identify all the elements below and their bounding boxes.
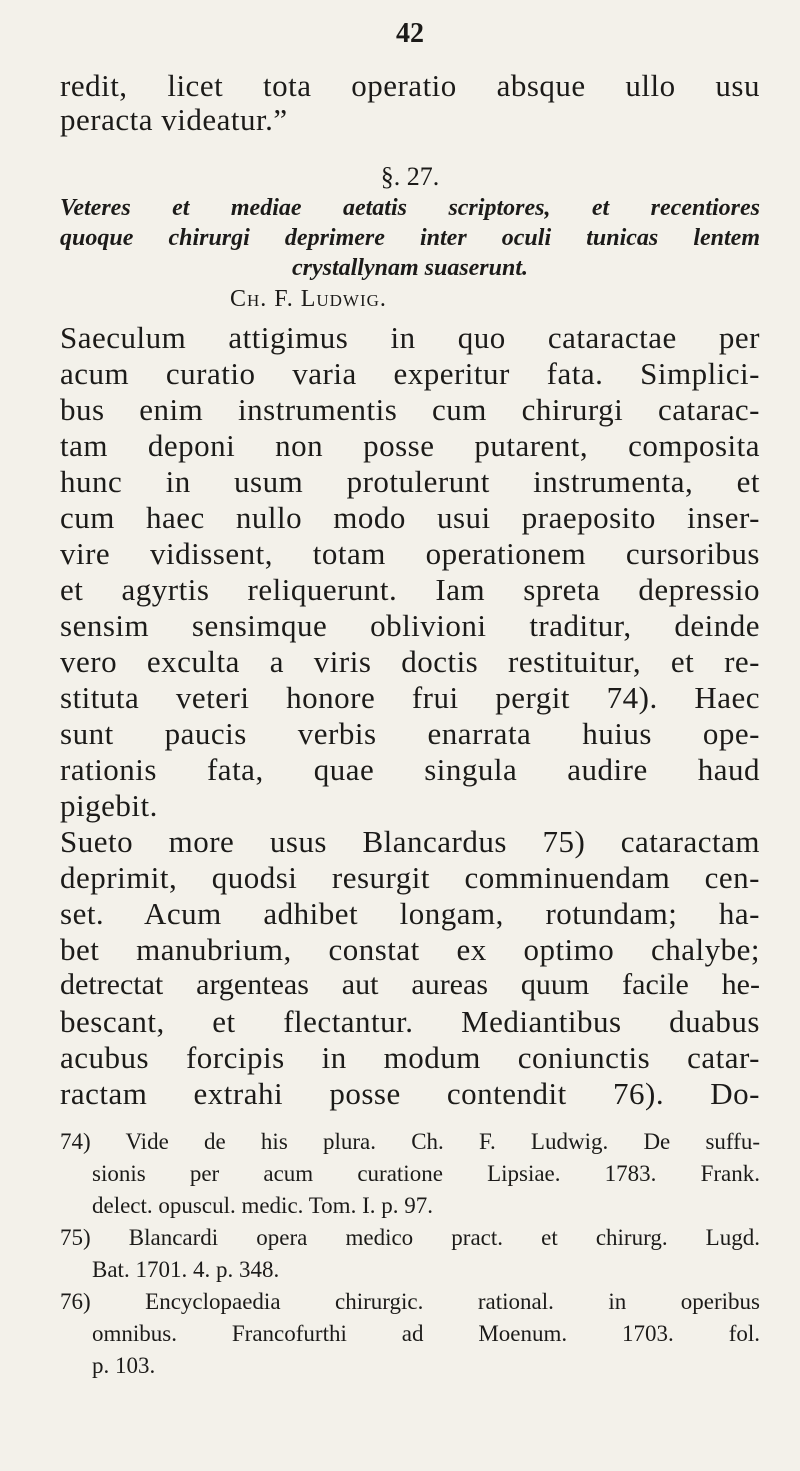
body-line-2: acum curatio varia experitur fata. Simplici- [60,356,760,391]
body-line-22: ractam extrahi posse contendit 76). Do- [60,1076,760,1111]
body-line-20: bescant, et flectantur. Mediantibus duabus [60,1004,760,1039]
footnote-line-6: 76) Encyclopaedia chirurgic. rational. in operibus [60,1289,760,1314]
motto-line-1: Veteres et mediae aetatis scriptores, et recentiores [60,195,760,221]
text-line-2: peracta videatur.” [60,102,288,137]
body-line-3: bus enim instrumentis cum chirurgi catarac- [60,392,760,427]
footnote-line-7: omnibus. Francofurthi ad Moenum. 1703. fol. [92,1321,760,1346]
footnote-line-8: p. 103. [92,1353,156,1378]
motto-author: Ch. F. Ludwig. [230,286,387,312]
body-line-8: et agyrtis reliquerunt. Iam spreta depressio [60,572,760,607]
body-line-1: Saeculum attigimus in quo cataractae per [60,320,760,355]
body-line-16: deprimit, quodsi resurgit comminuendam cen- [60,860,760,895]
footnote-line-5: Bat. 1701. 4. p. 348. [92,1257,280,1282]
footnote-line-2: sionis per acum curatione Lipsiae. 1783. Frank. [92,1161,760,1186]
body-line-14: pigebit. [60,788,158,823]
section-heading: §. 27. [380,162,440,191]
body-line-9: sensim sensimque oblivioni traditur, deinde [60,608,760,643]
page-number: 42 [396,18,424,49]
body-line-13: rationis fata, quae singula audire haud [60,752,760,787]
body-line-12: sunt paucis verbis enarrata huius ope- [60,716,760,751]
footnote-line-4: 75) Blancardi opera medico pract. et chirurg. Lugd. [60,1225,760,1250]
body-line-21: acubus forcipis in modum coniunctis catar- [60,1040,760,1075]
body-line-5: hunc in usum protulerunt instrumenta, et [60,464,760,499]
body-line-18: bet manubrium, constat ex optimo chalybe; [60,932,760,967]
motto-line-3: crystallynam suaserunt. [291,255,529,281]
body-line-10: vero exculta a viris doctis restituitur, et re- [60,644,760,679]
body-line-19: detrectat argenteas aut aureas quum facile he- [60,968,760,1001]
body-line-17: set. Acum adhibet longam, rotundam; ha- [60,896,760,931]
body-line-15: Sueto more usus Blancardus 75) cataractam [60,824,760,859]
text-line-1: redit, licet tota operatio absque ullo usu [60,68,760,103]
motto-line-2: quoque chirurgi deprimere inter oculi tunicas lentem [60,225,760,251]
body-line-6: cum haec nullo modo usui praeposito inser- [60,500,760,535]
footnote-line-3: delect. opuscul. medic. Tom. I. p. 97. [92,1193,433,1218]
body-line-11: stituta veteri honore frui pergit 74). Haec [60,680,760,715]
body-line-4: tam deponi non posse putarent, composita [60,428,760,463]
footnote-line-1: 74) Vide de his plura. Ch. F. Ludwig. De suffu- [60,1129,760,1154]
body-line-7: vire vidissent, totam operationem cursoribus [60,536,760,571]
